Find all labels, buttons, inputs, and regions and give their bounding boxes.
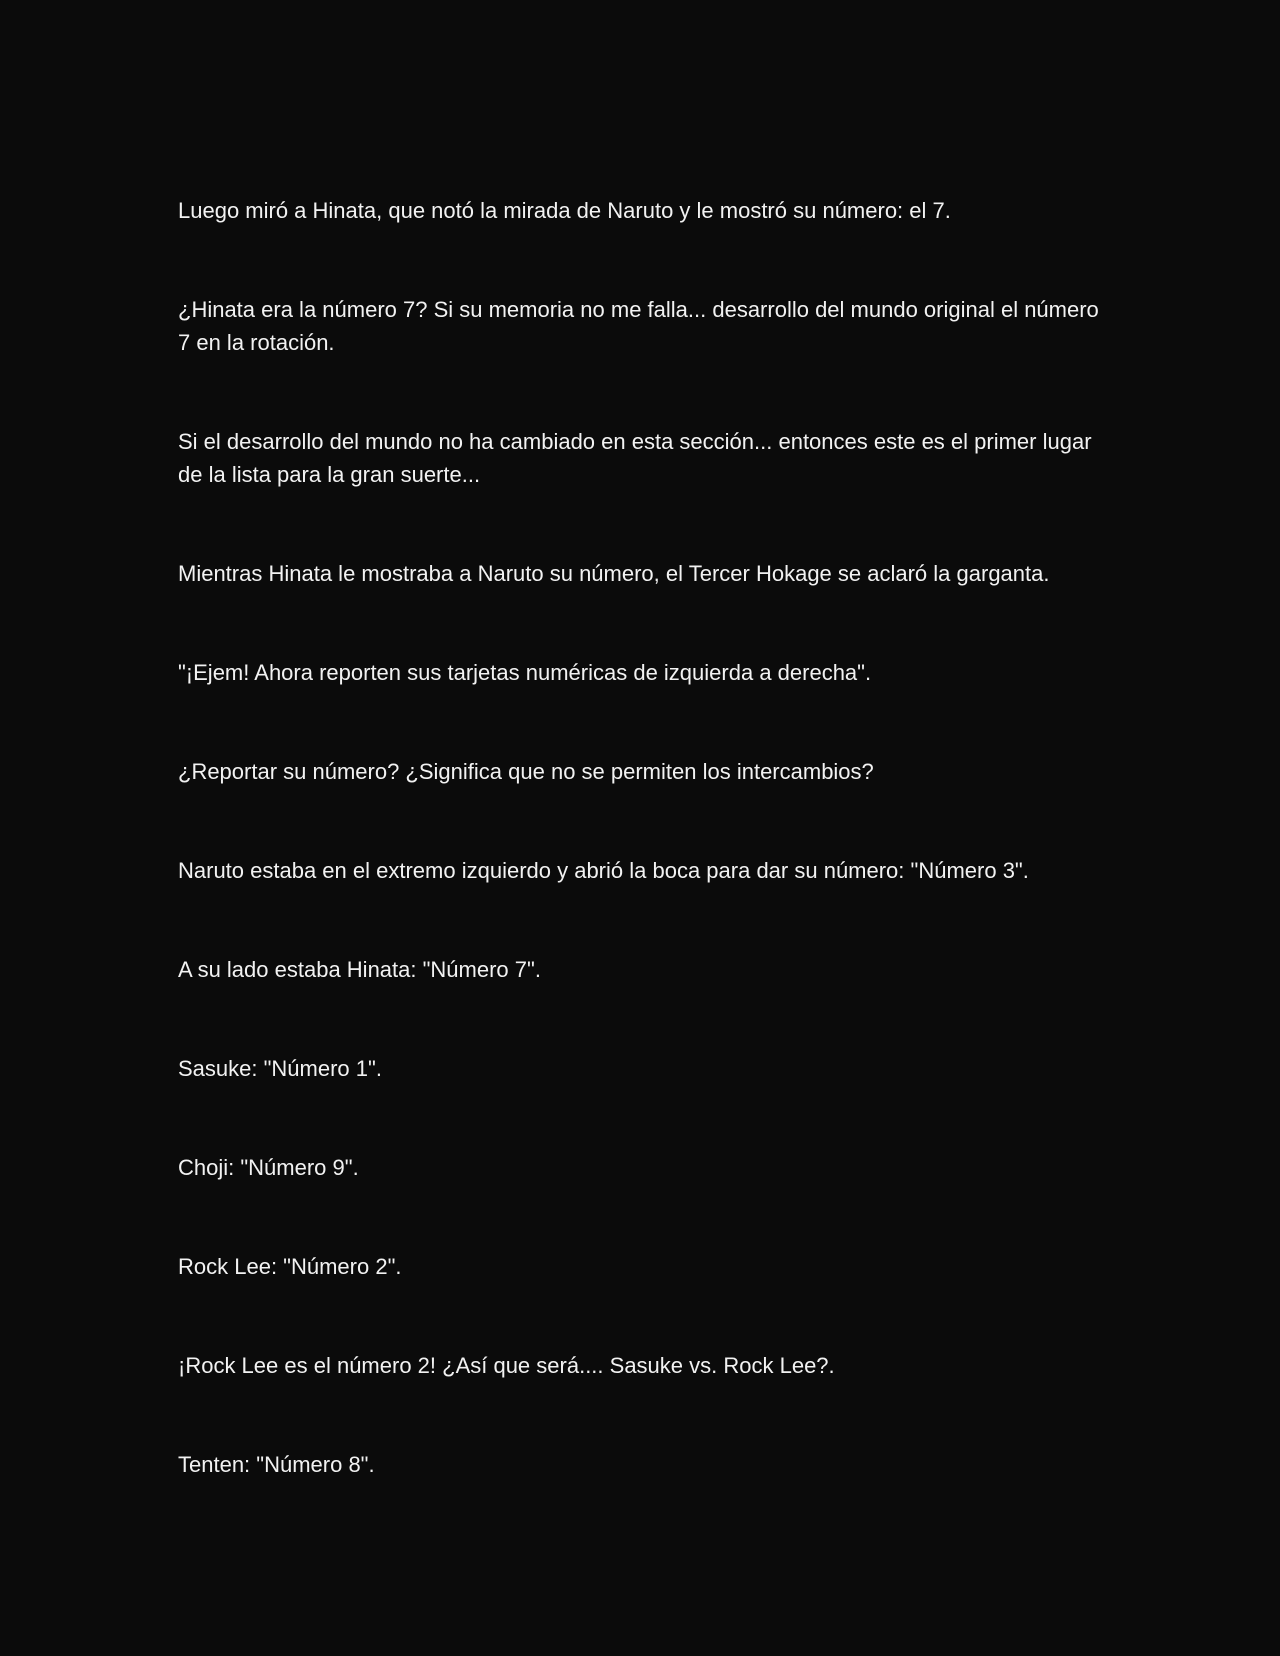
paragraph-12: ¡Rock Lee es el número 2! ¿Así que será.... Sasuke vs. Rock Lee?. [178,1353,835,1378]
paragraph-10: Choji: "Número 9". [178,1155,359,1180]
paragraph-9: Sasuke: "Número 1". [178,1056,382,1081]
paragraph-6: ¿Reportar su número? ¿Significa que no se permiten los intercambios? [178,759,874,784]
paragraph-3: Si el desarrollo del mundo no ha cambiado en esta sección... entonces este es el primer lugar de la lista para la gran suerte... [178,429,1092,487]
paragraph-4: Mientras Hinata le mostraba a Naruto su número, el Tercer Hokage se aclaró la garganta. [178,561,1050,586]
paragraph-1: Luego miró a Hinata, que notó la mirada de Naruto y le mostró su número: el 7. [178,198,951,223]
paragraph-13: Tenten: "Número 8". [178,1452,375,1477]
paragraph-7: Naruto estaba en el extremo izquierdo y abrió la boca para dar su número: "Número 3". [178,858,1029,883]
paragraph-11: Rock Lee: "Número 2". [178,1254,402,1279]
paragraph-5: "¡Ejem! Ahora reporten sus tarjetas numéricas de izquierda a derecha". [178,660,872,685]
document-body [178,194,1108,1547]
paragraph-8: A su lado estaba Hinata: "Número 7". [178,957,541,982]
paragraph-2: ¿Hinata era la número 7? Si su memoria no me falla... desarrollo del mundo original el número 7 en la rotación. [178,297,1099,355]
